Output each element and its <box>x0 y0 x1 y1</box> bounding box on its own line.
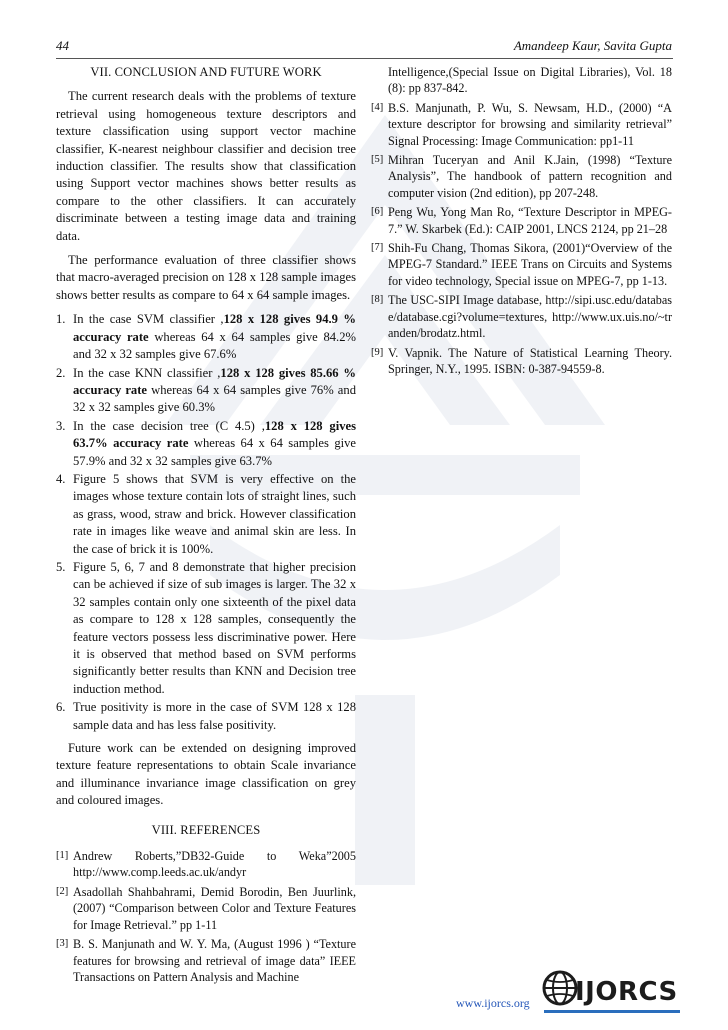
reference-item: [7] Shih-Fu Chang, Thomas Sikora, (2001)“Overview of the MPEG-7 Standard.” IEEE Trans on Circuits and Systems for video technology, Special issue on MPEG-7, pp 1-13. <box>371 241 672 288</box>
reference-item: [3] B. S. Manjunath and W. Y. Ma, (August 1996 ) “Texture features for browsing and retrieval of image data” IEEE Transactions on Pattern Analysis and Machine <box>56 937 356 984</box>
reference-item: [4] B.S. Manjunath, P. Wu, S. Newsam, H.D., (2000) “A texture descriptor for browsing and similarity retrieval” Signal Processing: Image Communication: pp1-11 <box>371 100 672 148</box>
reference-list-right <box>371 64 672 377</box>
logo-underline <box>544 1010 680 1013</box>
reference-item: [5] Mihran Tuceryan and Anil K.Jain, (1998) “Texture Analysis”, The handbook of pattern recognition and computer vision (2nd edition), pp 207-248. <box>371 153 672 200</box>
journal-website-link[interactable]: www.ijorcs.org <box>456 996 530 1010</box>
conclusion-paragraph-2: The performance evaluation of three classifier shows that macro-averaged precision on 128 x 128 sample images shows better results as compare to 64 x 64 sample images. <box>56 253 356 302</box>
journal-logo <box>540 966 680 1016</box>
reference-list-left <box>56 848 356 985</box>
list-item: 2. In the case KNN classifier ,128 x 128 gives 85.66 % accuracy rate whereas 64 x 64 samples give 76% and 32 x 32 samples give 60.3% <box>56 365 356 415</box>
reference-item: [1] Andrew Roberts,”DB32-Guide to Weka”2005 http://www.comp.leeds.ac.uk/andyr <box>56 849 356 880</box>
list-item: 3. In the case decision tree (C 4.5) ,128 x 128 gives 63.7% accuracy rate whereas 64 x 64 samples give 57.9% and 32 x 32 samples give 63.7% <box>56 418 357 468</box>
page-number: 44 <box>56 38 69 53</box>
logo-text: IJORCS <box>575 977 678 1007</box>
references-heading: VIII. REFERENCES <box>151 822 261 837</box>
list-item: 6. True positivity is more in the case of SVM 128 x 128 sample data and has less false positivity. <box>56 700 356 732</box>
reference-item: [9] V. Vapnik. The Nature of Statistical Learning Theory. Springer, N.Y., 1995. ISBN: 0-387-94559-8. <box>371 345 672 376</box>
running-authors: Amandeep Kaur, Savita Gupta <box>513 38 672 53</box>
page-header <box>56 38 672 58</box>
reference-continuation: Intelligence,(Special Issue on Digital Libraries), Vol. 18 (8): pp 837-842. <box>388 65 672 96</box>
left-column <box>56 64 356 988</box>
globe-icon <box>540 968 580 1008</box>
findings-list <box>56 311 356 734</box>
reference-item: [8] The USC-SIPI Image database, http://sipi.usc.edu/database/database.cgi?volume=textures, http://www.ux.uis.no/~tranden/brodatz.html. <box>371 293 672 341</box>
list-item: 1. In the case SVM classifier ,128 x 128 gives 94.9 % accuracy rate whereas 64 x 64 samples give 84.2% and 32 x 32 samples give 67.6% <box>56 312 356 362</box>
conclusion-heading: VII. CONCLUSION AND FUTURE WORK <box>90 65 322 79</box>
list-item: 5. Figure 5, 6, 7 and 8 demonstrate that higher precision can be achieved if size of sub images is larger. The 32 x 32 samples contain only one sixteenth of the pixel data as compare to 128 x 128 samples, consequently the feature vectors possess less discriminative power. Here it is observed that method based on SVM performs significantly better results than KNN and Decision tree induction method. <box>56 559 356 696</box>
reference-item: [2] Asadollah Shahbahrami, Demid Borodin, Ben Juurlink, (2007) “Comparison between Color and Texture Features for Image Retrieval.” pp 1-11 <box>56 884 356 932</box>
conclusion-paragraph-3: Future work can be extended on designing improved texture feature representations to obtain Scale invariance and illuminance invariance image classification on grey and coloured images. <box>56 741 356 808</box>
reference-item: [6] Peng Wu, Yong Man Ro, “Texture Descriptor in MPEG-7.” W. Skarbek (Ed.): CAIP 2001, LNCS 2124, pp 21–28 <box>371 205 672 236</box>
list-item: 4. Figure 5 shows that SVM is very effective on the images whose texture contain lots of straight lines, such as grass, wood, straw and brick. However classification rate in images like weave and animal skin are less. In the case of brick it is 100%. <box>56 471 356 556</box>
header-rule <box>56 58 673 59</box>
conclusion-paragraph-1: The current research deals with the problems of texture retrieval using homogeneous texture descriptors and texture classification using support vector machine classifier, K-nearest neighbour classifier and decision tree induction classifier. The results show that classification using Support vector machines shows better results as compare to the other classifiers. It can accurately discriminate between a testing image data and training data. <box>56 89 356 243</box>
right-column <box>371 64 672 380</box>
